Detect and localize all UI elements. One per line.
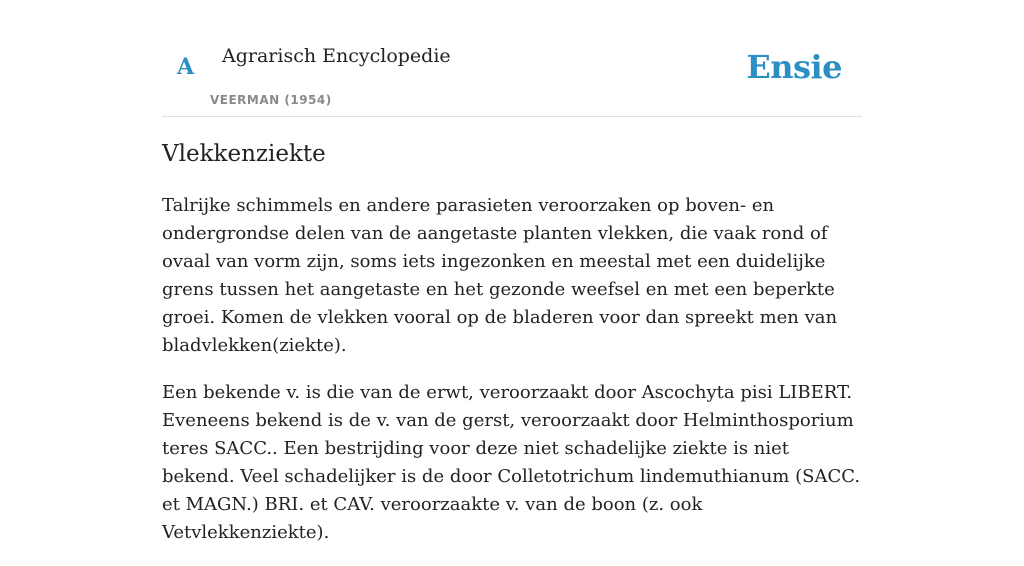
entry-title: Vlekkenziekte: [162, 141, 326, 167]
entry-paragraph: Talrijke schimmels en andere parasieten veroorzaken op boven- en ondergrondse delen van de aangetaste planten vlekken, die vaak rond of ovaal van vorm zijn, soms iets ingezonken en meestal met een duidelijke grens tussen het aangetaste en het gezonde weefsel en met een beperkte groei. Komen de vlekken vooral op de bladeren voor dan spreekt men van bladvlekken(ziekte).: [162, 195, 838, 356]
book-author: VEERMAN (1954): [210, 93, 332, 107]
entry-paragraph: Een bekende v. is die van de erwt, veroorzaakt door Ascochyta pisi LIBERT. Eveneens bekend is de v. van de gerst, veroorzaakt door Helminthosporium teres SACC.. Een bestrijding voor deze niet schadelijke ziekte is niet bekend. Veel schadelijker is de door Colletotrichum lindemuthianum (SACC. et MAGN.) BRI. et CAV. veroorzaakte v. van de boon (z. ook Vetvlekkenziekte).: [162, 382, 861, 543]
entry-content: [162, 192, 862, 566]
book-title-link[interactable]: Agrarisch Encyclopedie: [222, 45, 451, 67]
book-header: [162, 36, 862, 117]
ensie-logo[interactable]: Ensie: [746, 48, 842, 86]
book-letter-logo[interactable]: A: [177, 54, 195, 80]
